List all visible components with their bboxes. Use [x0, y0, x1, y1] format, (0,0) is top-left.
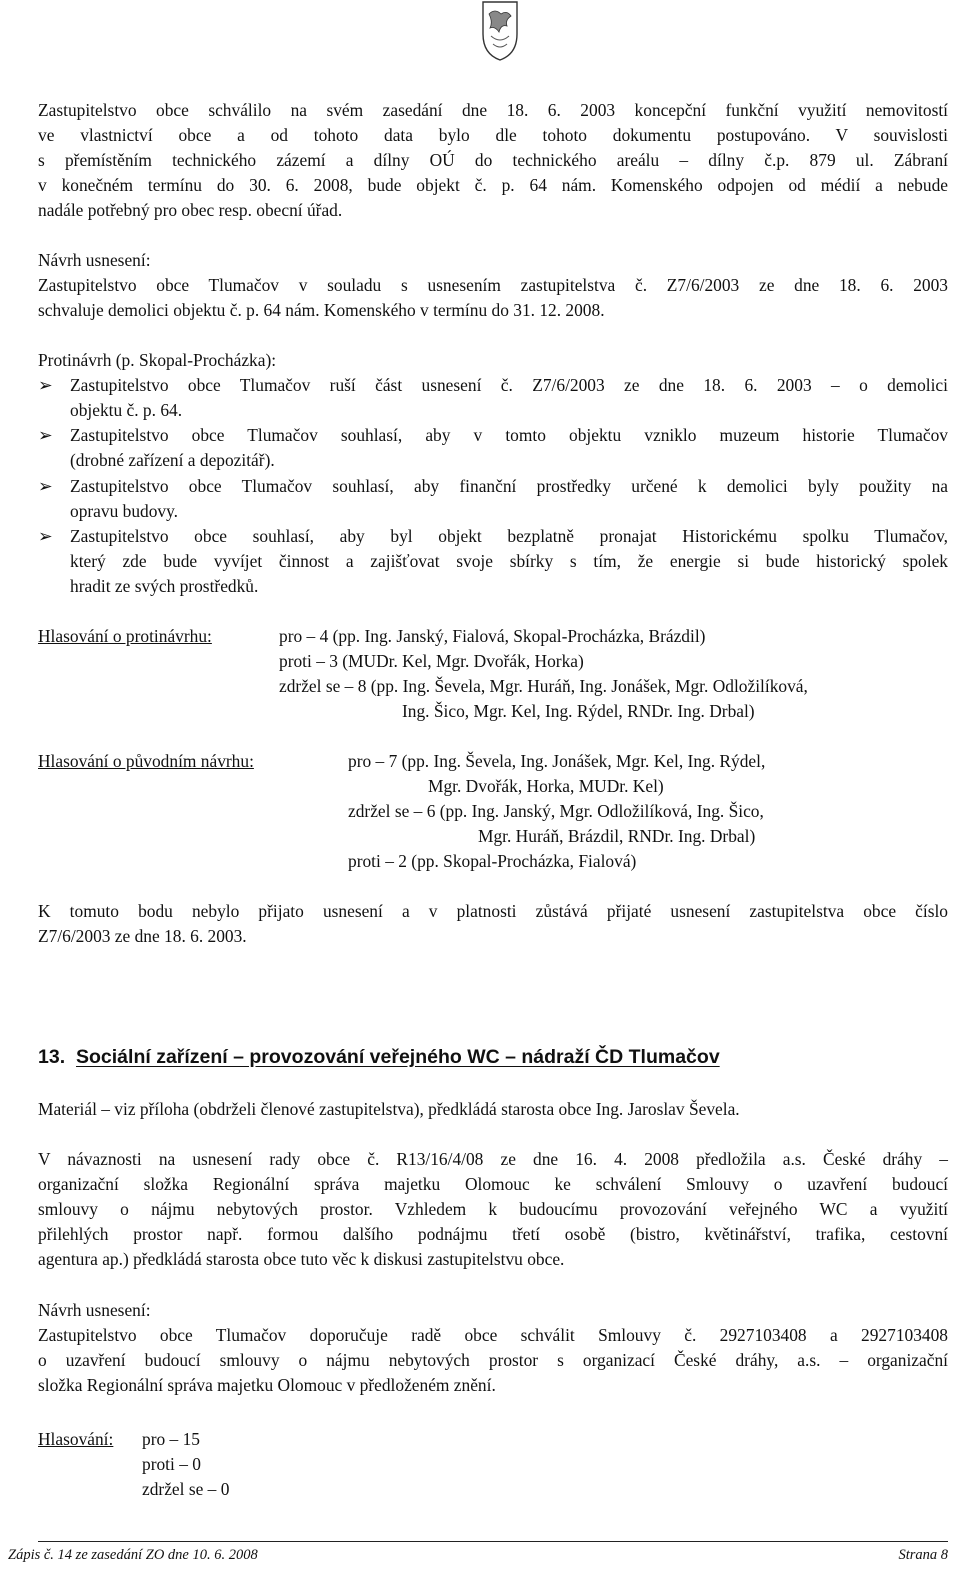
list-item-line: Zastupitelstvo obce Tlumačov ruší část usnesení č. Z7/6/2003 ze dne 18. 6. 2003 – o demolici	[70, 375, 948, 395]
vote-line: Ing. Šico, Mgr. Kel, Ing. Rýdel, RNDr. Ing. Drbal)	[402, 701, 755, 721]
intro-line: ve vlastnictví obce a od tohoto data bylo dle tohoto dokumentu postupováno. V souvislosti	[38, 125, 948, 145]
list-item-line: Zastupitelstvo obce souhlasí, aby byl objekt bezplatně pronajat Historickému spolku Tlumačov,	[70, 526, 948, 546]
list-item-line: opravu budovy.	[70, 501, 179, 521]
conclusion-line: Z7/6/2003 ze dne 18. 6. 2003.	[38, 926, 247, 946]
vote-line: proti – 0	[142, 1454, 201, 1474]
vote-line: Mgr. Dvořák, Horka, MUDr. Kel)	[428, 776, 664, 796]
vote-line: pro – 15	[142, 1429, 200, 1449]
footer-divider	[38, 1541, 948, 1542]
proposal-heading: Návrh usnesení:	[38, 1300, 151, 1320]
vote-line: pro – 4 (pp. Ing. Janský, Fialová, Skopal-Procházka, Brázdil)	[279, 626, 706, 646]
context-line: V návaznosti na usnesení rady obce č. R13/16/4/08 ze dne 16. 4. 2008 předložila a.s. České dráhy –	[38, 1149, 948, 1169]
arrow-bullet-icon: ➢	[38, 375, 53, 395]
counter-proposal-heading: Protinávrh (p. Skopal-Procházka):	[38, 350, 277, 370]
vote-label: Hlasování o protinávrhu:	[38, 626, 212, 646]
arrow-bullet-icon: ➢	[38, 476, 53, 496]
footer-page-number: Strana 8	[898, 1547, 948, 1563]
arrow-bullet-icon: ➢	[38, 425, 53, 445]
conclusion-line: K tomuto bodu nebylo přijato usnesení a v platnosti zůstává přijaté usnesení zastupitelstva obce číslo	[38, 901, 948, 921]
context-line: přilehlých prostor např. formou dalšího podnájmu třetí osobě (bistro, květinářství, trafika, cestovní	[38, 1224, 948, 1244]
intro-line: Zastupitelstvo obce schválilo na svém zasedání dne 18. 6. 2003 koncepční funkční využití nemovitostí	[38, 100, 948, 120]
municipal-crest-icon	[481, 0, 519, 62]
proposal-line: schvaluje demolici objektu č. p. 64 nám. Komenského v termínu do 31. 12. 2008.	[38, 300, 605, 320]
vote-line: zdržel se – 0	[142, 1479, 230, 1499]
vote-line: proti – 3 (MUDr. Kel, Mgr. Dvořák, Horka)	[279, 651, 584, 671]
proposal-line: složka Regionální správa majetku Olomouc v předloženém znění.	[38, 1375, 496, 1395]
vote-label: Hlasování o původním návrhu:	[38, 751, 254, 771]
arrow-bullet-icon: ➢	[38, 526, 53, 546]
vote-line: Mgr. Huráň, Brázdil, RNDr. Ing. Drbal)	[478, 826, 756, 846]
section-number: 13.	[38, 1046, 66, 1068]
context-line: agentura ap.) předkládá starosta obce tuto věc k diskusi zastupitelstvu obce.	[38, 1249, 565, 1269]
proposal-line: o uzavření budoucí smlouvy o nájmu nebytových prostor s organizací České dráhy, a.s. – organizační	[38, 1350, 948, 1370]
context-line: smlouvy o nájmu nebytových prostor. Vzhledem k budoucímu provozování veřejného WC a využití	[38, 1199, 948, 1219]
section-heading	[38, 1046, 720, 1069]
intro-line: v konečném termínu do 30. 6. 2008, bude objekt č. p. 64 nám. Komenského odpojen od médií a nebude	[38, 175, 948, 195]
vote-line: zdržel se – 8 (pp. Ing. Ševela, Mgr. Huráň, Ing. Jonášek, Mgr. Odložilíková,	[279, 676, 808, 696]
context-line: organizační složka Regionální správa majetku Olomouc ke schválení Smlouvy o uzavření budoucí	[38, 1174, 948, 1194]
footer-left: Zápis č. 14 ze zasedání ZO dne 10. 6. 2008	[8, 1547, 258, 1563]
intro-line: s přemístěním technického zázemí a dílny OÚ do technického areálu – dílny č.p. 879 ul. Zábraní	[38, 150, 948, 170]
material-line: Materiál – viz příloha (obdrželi členové zastupitelstva), předkládá starosta obce Ing. Jaroslav Ševela.	[38, 1099, 740, 1119]
proposal-line: Zastupitelstvo obce Tlumačov v souladu s usnesením zastupitelstva č. Z7/6/2003 ze dne 18. 6. 2003	[38, 275, 948, 295]
vote-line: pro – 7 (pp. Ing. Ševela, Ing. Jonášek, Mgr. Kel, Ing. Rýdel,	[348, 751, 766, 771]
list-item-line: Zastupitelstvo obce Tlumačov souhlasí, aby finanční prostředky určené k demolici byly použity na	[70, 476, 948, 496]
proposal-line: Zastupitelstvo obce Tlumačov doporučuje radě obce schválit Smlouvy č. 2927103408 a 2927103408	[38, 1325, 948, 1345]
vote-line: proti – 2 (pp. Skopal-Procházka, Fialová)	[348, 851, 637, 871]
section-title: Sociální zařízení – provozování veřejného WC – nádraží ČD Tlumačov	[76, 1046, 720, 1068]
list-item-line: Zastupitelstvo obce Tlumačov souhlasí, aby v tomto objektu vzniklo muzeum historie Tlumačov	[70, 425, 948, 445]
vote-line: zdržel se – 6 (pp. Ing. Janský, Mgr. Odložilíková, Ing. Šico,	[348, 801, 764, 821]
list-item-line: objektu č. p. 64.	[70, 400, 183, 420]
proposal-heading: Návrh usnesení:	[38, 250, 151, 270]
list-item-line: hradit ze svých prostředků.	[70, 576, 259, 596]
intro-line: nadále potřebný pro obec resp. obecní úřad.	[38, 200, 343, 220]
list-item-line: který zde bude vyvíjet činnost a zajišťovat svoje sbírky s tím, že energie si bude historický spolek	[70, 551, 948, 571]
vote-label: Hlasování:	[38, 1429, 114, 1449]
list-item-line: (drobné zařízení a depozitář).	[70, 450, 275, 470]
